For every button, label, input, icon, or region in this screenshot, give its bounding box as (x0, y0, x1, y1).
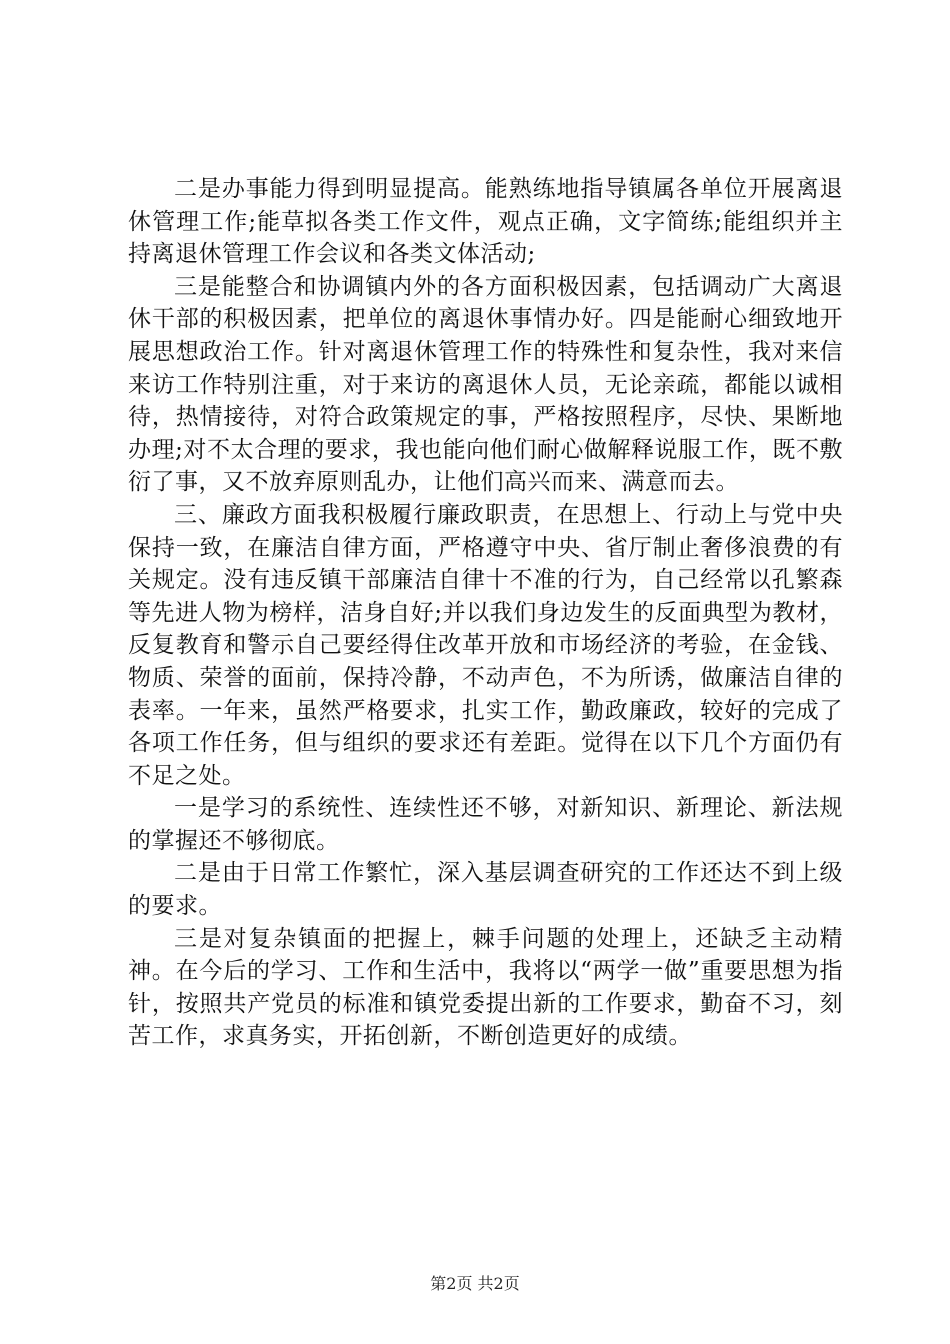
page-footer (0, 1274, 950, 1294)
paragraph-1: 二是办事能力得到明显提高。能熟练地指导镇属各单位开展离退休管理工作;能草拟各类工作文件，观点正确，文字简练;能组织并主持离退休管理工作会议和各类文体活动; (128, 176, 843, 268)
page-number: 第2页 共2页 (430, 1274, 520, 1293)
paragraph-5: 二是由于日常工作繁忙，深入基层调查研究的工作还达不到上级的要求。 (128, 860, 843, 920)
paragraph-6: 三是对复杂镇面的把握上，棘手问题的处理上，还缺乏主动精神。在今后的学习、工作和生活中，我将以“两学一做”重要思想为指针，按照共产党员的标准和镇党委提出新的工作要求，勤奋不习，刻苦工作，求真务实，开拓创新，不断创造更好的成绩。 (128, 925, 843, 1050)
paragraph-4: 一是学习的系统性、连续性还不够，对新知识、新理论、新法规的掌握还不够彻底。 (128, 795, 843, 854)
document-body (128, 173, 843, 1053)
paragraph-2: 三是能整合和协调镇内外的各方面积极因素，包括调动广大离退休干部的积极因素，把单位的离退休事情办好。四是能耐心细致地开展思想政治工作。针对离退休管理工作的特殊性和复杂性，我对来信来访工作特别注重，对于来访的离退休人员，无论亲疏，都能以诚相待，热情接待，对符合政策规定的事，严格按照程序，尽快、果断地办理;对不太合理的要求，我也能向他们耐心做解释说服工作，既不敷衍了事，又不放弃原则乱办，让他们高兴而来、满意而去。 (128, 273, 843, 496)
paragraph-3: 三、廉政方面我积极履行廉政职责，在思想上、行动上与党中央保持一致，在廉洁自律方面，严格遵守中央、省厅制止奢侈浪费的有关规定。没有违反镇干部廉洁自律十不准的行为，自己经常以孔繁森等先进人物为榜样，洁身自好;并以我们身边发生的反面典型为教材，反复教育和警示自己要经得住改革开放和市场经济的考验，在金钱、物质、荣誉的面前，保持冷静，不动声色，不为所诱，做廉洁自律的表率。一年来，虽然严格要求，扎实工作，勤政廉政，较好的完成了各项工作任务，但与组织的要求还有差距。觉得在以下几个方面仍有不足之处。 (128, 501, 843, 789)
